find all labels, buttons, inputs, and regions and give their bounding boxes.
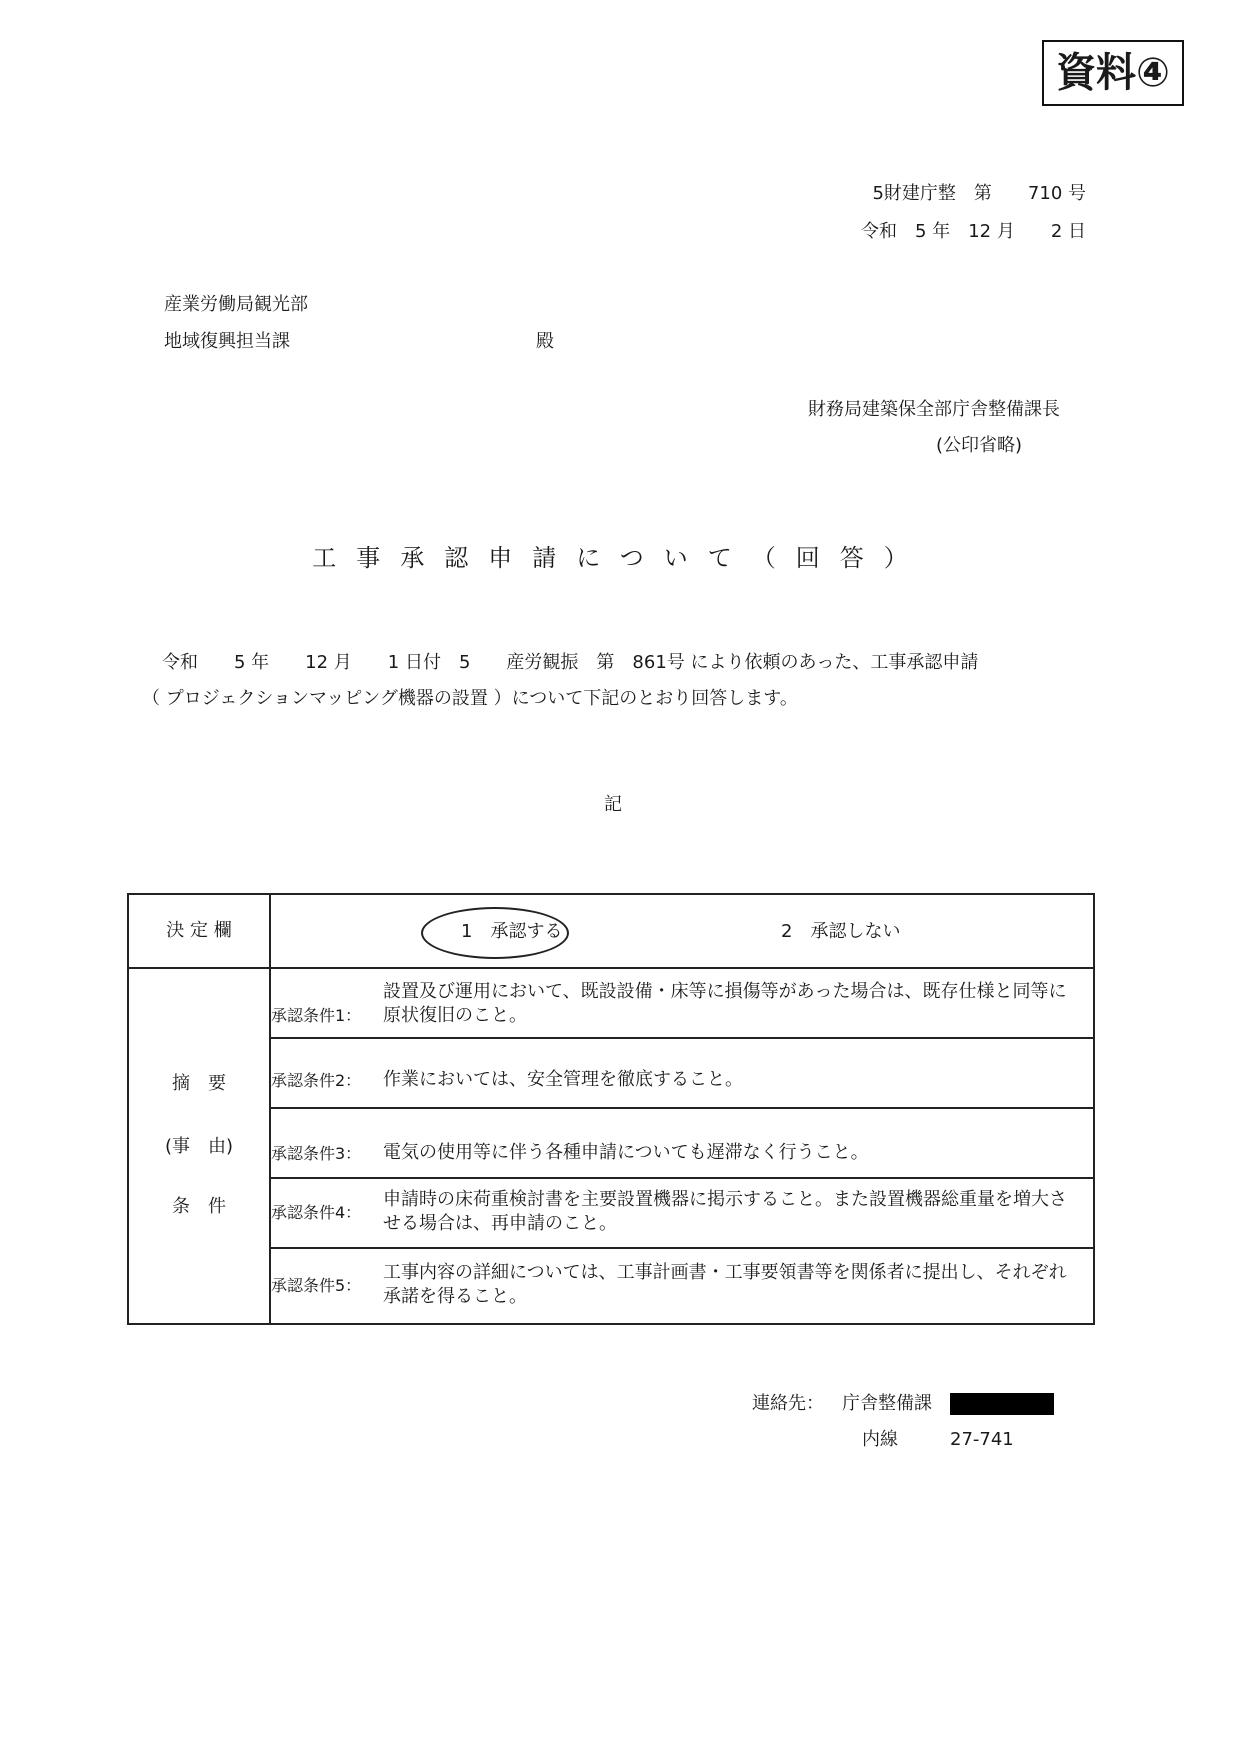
summary-label-2: (事 由) — [164, 1136, 234, 1157]
contact-dept: 庁舎整備課 — [842, 1393, 932, 1414]
document-number: 5財建庁整 第 710 号 — [872, 183, 1086, 204]
addressee-line2: 地域復興担当課 — [164, 331, 290, 352]
body-line-2: （ プロジェクションマッピング機器の設置 ）について下記のとおり回答します。 — [142, 688, 798, 709]
row-divider — [271, 1107, 1093, 1109]
row-divider — [271, 1247, 1093, 1249]
ki-marker: 記 — [604, 794, 622, 815]
condition-text: 設置及び運用において、既設設備・床等に損傷等があった場合は、既存仕様と同等に原状復旧のこと。 — [383, 981, 1067, 1026]
body-line-1: 令和 5 年 12 月 1 日付 5 産労観振 第 861号 により依頼のあった、工事承認申請 — [162, 652, 979, 673]
condition-label: 承認条件3： — [271, 1144, 362, 1163]
table-divider — [129, 967, 1093, 969]
document-tag: 資料④ — [1042, 40, 1184, 106]
condition-text: 申請時の床荷重検討書を主要設置機器に掲示すること。また設置機器総重量を増大させる場合は、再申請のこと。 — [383, 1189, 1067, 1234]
row-divider — [271, 1177, 1093, 1179]
addressee-honorific: 殿 — [536, 331, 554, 352]
document-date: 令和 5 年 12 月 2 日 — [861, 221, 1086, 242]
decision-table — [127, 893, 1095, 1325]
contact-label: 連絡先： — [752, 1393, 824, 1414]
condition-text: 作業においては、安全管理を徹底すること。 — [383, 1069, 743, 1090]
condition-text: 工事内容の詳細については、工事計画書・工事要領書等を関係者に提出し、それぞれ承諾を得ること。 — [383, 1262, 1067, 1307]
summary-label-3: 条 件 — [172, 1196, 226, 1217]
option-reject: 2 承認しない — [781, 921, 901, 942]
option-approve: 1 承認する — [461, 921, 563, 942]
extension-number: 27-741 — [950, 1429, 1014, 1450]
extension-label: 内線 — [862, 1429, 898, 1450]
addressee-line1: 産業労働局観光部 — [164, 294, 308, 315]
sender-title: 財務局建築保全部庁舎整備課長 — [808, 399, 1060, 420]
condition-label: 承認条件1： — [271, 1006, 362, 1025]
condition-label: 承認条件5： — [271, 1276, 362, 1295]
row-divider — [271, 1037, 1093, 1039]
decision-label: 決 定 欄 — [129, 895, 271, 967]
summary-label-cell — [129, 967, 271, 1323]
redaction-block — [950, 1393, 1054, 1415]
summary-label-1: 摘 要 — [172, 1073, 226, 1094]
document-title: 工事承認申請について（回答） — [312, 544, 928, 572]
condition-label: 承認条件4： — [271, 1203, 362, 1222]
condition-text: 電気の使用等に伴う各種申請についても遅滞なく行うこと。 — [383, 1142, 869, 1163]
condition-label: 承認条件2： — [271, 1071, 362, 1090]
sender-seal-note: (公印省略) — [936, 435, 1023, 456]
